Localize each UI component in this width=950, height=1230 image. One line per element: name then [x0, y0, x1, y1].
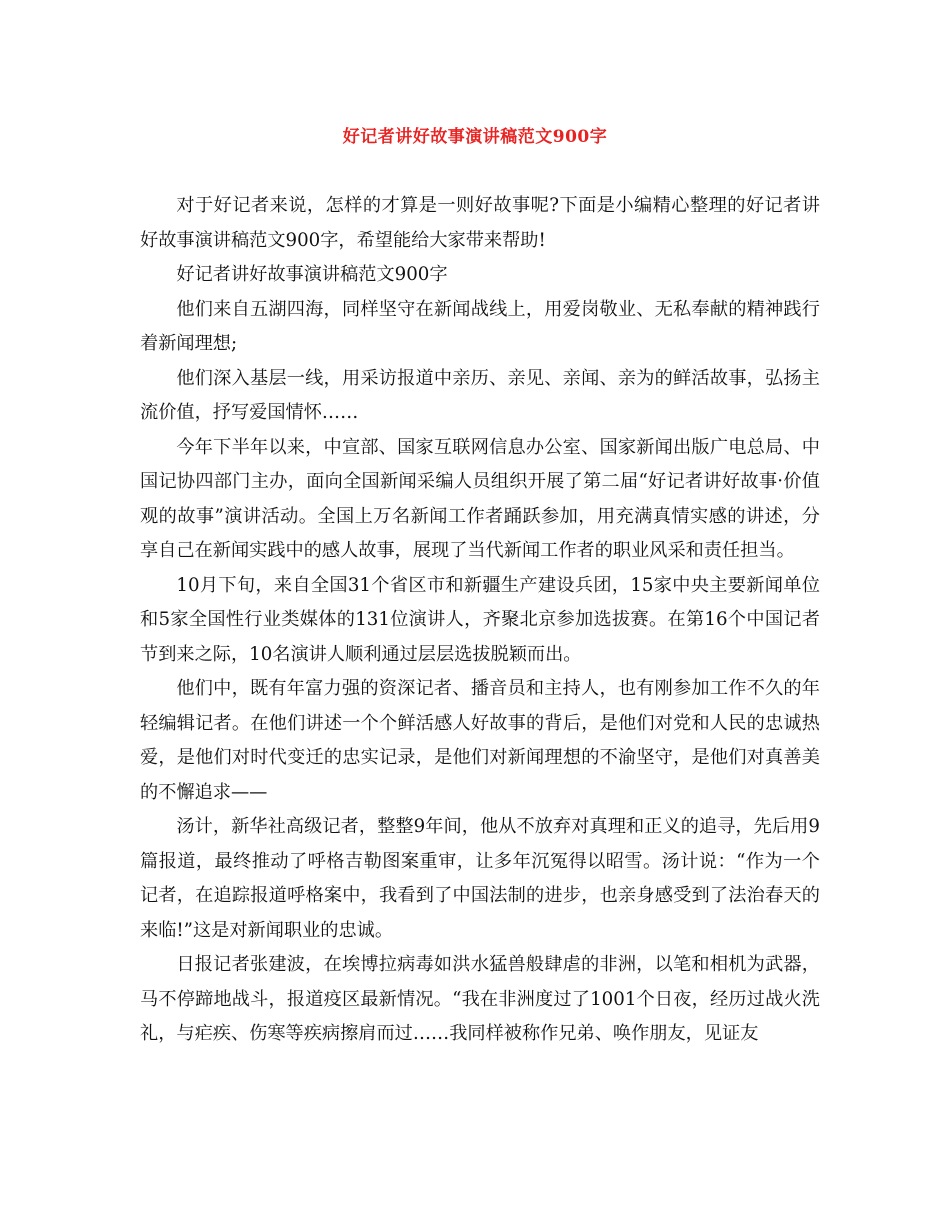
paragraph: 汤计，新华社高级记者，整整9年间，他从不放弃对真理和正义的追寻，先后用9篇报道，最终推动了呼格吉勒图案重审，让多年沉冤得以昭雪。汤计说：“作为一个记者，在追踪报道呼格案中，我看到了中国法制的进步，也亲身感受到了法治春天的来临!”这是对新闻职业的忠诚。: [140, 816, 820, 941]
paragraph: 10月下旬，来自全国31个省区市和新疆生产建设兵团，15家中央主要新闻单位和5家全国性行业类媒体的131位演讲人，齐聚北京参加选拔赛。在第16个中国记者节到来之际，10名演讲人顺利通过层层选拔脱颖而出。: [140, 574, 820, 665]
paragraph: 今年下半年以来，中宣部、国家互联网信息办公室、国家新闻出版广电总局、中国记协四部门主办，面向全国新闻采编人员组织开展了第二届“好记者讲好故事·价值观的故事”演讲活动。全国上万名新闻工作者踊跃参加，用充满真情实感的讲述，分享自己在新闻实践中的感人故事，展现了当代新闻工作者的职业风采和责任担当。: [140, 436, 820, 561]
paragraph: 他们来自五湖四海，同样坚守在新闻战线上，用爱岗敬业、无私奉献的精神践行着新闻理想;: [140, 298, 820, 354]
paragraph: 他们中，既有年富力强的资深记者、播音员和主持人，也有刚参加工作不久的年轻编辑记者。在他们讲述一个个鲜活感人好故事的背后，是他们对党和人民的忠诚热爱，是他们对时代变迁的忠实记录，是他们对新闻理想的不渝坚守，是他们对真善美的不懈追求——: [140, 678, 820, 803]
document-title: 好记者讲好故事演讲稿范文900字: [342, 127, 608, 147]
paragraph: 日报记者张建波，在埃博拉病毒如洪水猛兽般肆虐的非洲，以笔和相机为武器，马不停蹄地战斗，报道疫区最新情况。“我在非洲度过了1001个日夜，经历过战火洗礼，与疟疾、伤寒等疾病擦肩而过……我同样被称作兄弟、唤作朋友，见证友: [140, 954, 820, 1044]
paragraph-intro: 对于好记者来说，怎样的才算是一则好故事呢?下面是小编精心整理的好记者讲好故事演讲稿范文900字，希望能给大家带来帮助!: [140, 195, 820, 251]
paragraph-subtitle: 好记者讲好故事演讲稿范文900字: [176, 264, 448, 285]
document-body: [140, 189, 820, 1052]
paragraph: 他们深入基层一线，用采访报道中亲历、亲见、亲闻、亲为的鲜活故事，弘扬主流价值，抒写爱国情怀……: [140, 367, 820, 423]
